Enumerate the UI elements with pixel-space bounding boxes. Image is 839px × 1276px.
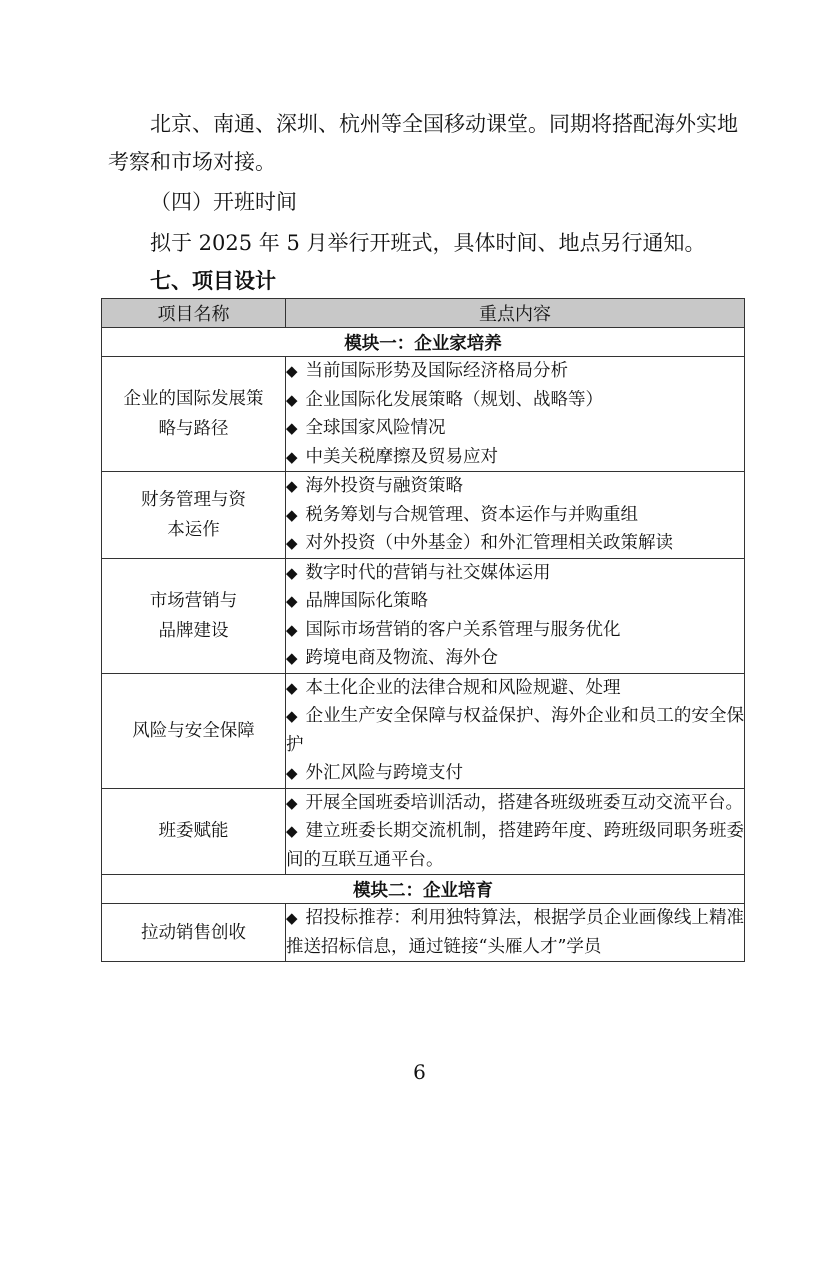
bullet-text: 全球国家风险情况 bbox=[305, 418, 446, 438]
bullet-item bbox=[286, 702, 744, 759]
row-content-cell bbox=[286, 558, 745, 673]
module-title: 模块二：企业培育 bbox=[102, 875, 745, 904]
bullet-text: 当前国际形势及国际经济格局分析 bbox=[305, 361, 569, 381]
diamond-bullet-icon: ◆ bbox=[286, 390, 298, 409]
diamond-bullet-icon: ◆ bbox=[286, 563, 298, 582]
row-name-cell bbox=[102, 558, 286, 673]
diamond-bullet-icon: ◆ bbox=[286, 764, 298, 782]
table-row bbox=[102, 357, 745, 472]
row-content-cell bbox=[286, 673, 745, 788]
bullet-text: 税务筹划与合规管理、资本运作与并购重组 bbox=[305, 504, 639, 525]
bullet-text: 招投标推荐：利用独特算法，根据学员企业画像线上精准推送招标信息，通过链接“头雁人才”学员 bbox=[286, 908, 744, 957]
row-name: 风险与安全保障 bbox=[132, 720, 255, 741]
bullet-item bbox=[286, 759, 744, 788]
row-name-cell bbox=[102, 673, 286, 788]
bullet-item bbox=[286, 817, 744, 874]
diamond-bullet-icon: ◆ bbox=[286, 909, 298, 927]
bullet-text: 国际市场营销的客户关系管理与服务优化 bbox=[305, 619, 621, 640]
table-row bbox=[102, 472, 745, 559]
row-content-cell bbox=[286, 904, 745, 962]
diamond-bullet-icon: ◆ bbox=[286, 793, 298, 812]
diamond-bullet-icon: ◆ bbox=[286, 707, 298, 725]
bullet-item bbox=[286, 443, 744, 472]
bullet-text: 开展全国班委培训活动，搭建各班级班委互动交流平台。 bbox=[305, 792, 744, 813]
bullet-item bbox=[286, 559, 744, 588]
header-key-content: 重点内容 bbox=[286, 299, 745, 328]
bullet-text: 数字时代的营销与社交媒体运用 bbox=[305, 562, 551, 583]
bullet-text: 外汇风险与跨境支付 bbox=[305, 763, 464, 783]
module-row bbox=[102, 875, 745, 904]
bullet-text: 本土化企业的法律合规和风险规避、处理 bbox=[305, 677, 621, 698]
bullet-item bbox=[286, 644, 744, 673]
row-name: 市场营销与品牌建设 bbox=[149, 590, 238, 641]
row-content-cell bbox=[286, 788, 745, 875]
bullet-item bbox=[286, 587, 744, 616]
module-row bbox=[102, 328, 745, 357]
bullet-item bbox=[286, 789, 744, 818]
diamond-bullet-icon: ◆ bbox=[286, 620, 298, 639]
bullet-item bbox=[286, 386, 744, 415]
row-name-cell bbox=[102, 357, 286, 472]
row-name: 班委赋能 bbox=[158, 821, 229, 842]
bullet-text: 企业国际化发展策略（规划、战略等） bbox=[305, 389, 604, 410]
diamond-bullet-icon: ◆ bbox=[286, 649, 298, 667]
bullet-item bbox=[286, 904, 744, 961]
bullet-text: 跨境电商及物流、海外仓 bbox=[305, 648, 499, 668]
diamond-bullet-icon: ◆ bbox=[286, 822, 298, 840]
bullet-text: 海外投资与融资策略 bbox=[305, 476, 464, 496]
table-row bbox=[102, 673, 745, 788]
table-header-row bbox=[102, 299, 745, 328]
row-name-cell bbox=[102, 472, 286, 559]
bullet-item bbox=[286, 616, 744, 645]
sub-heading-start-time: （四）开班时间 bbox=[150, 190, 297, 214]
header-project-name: 项目名称 bbox=[102, 299, 286, 328]
bullet-item bbox=[286, 472, 744, 501]
paragraph-opening-date: 拟于 2025 年 5 月举行开班式，具体时间、地点另行通知。 bbox=[150, 231, 706, 255]
bullet-text: 品牌国际化策略 bbox=[305, 591, 429, 611]
row-name: 拉动销售创收 bbox=[141, 922, 246, 943]
module-title: 模块一：企业家培养 bbox=[102, 328, 745, 357]
bullet-text: 中美关税摩擦及贸易应对 bbox=[305, 446, 499, 467]
row-content-cell bbox=[286, 472, 745, 559]
row-content-cell bbox=[286, 357, 745, 472]
bullet-item bbox=[286, 414, 744, 443]
bullet-item bbox=[286, 529, 744, 558]
bullet-item bbox=[286, 501, 744, 530]
table-row bbox=[102, 904, 745, 962]
table-row bbox=[102, 558, 745, 673]
row-name: 财务管理与资本运作 bbox=[141, 489, 246, 540]
diamond-bullet-icon: ◆ bbox=[286, 477, 298, 495]
diamond-bullet-icon: ◆ bbox=[286, 505, 298, 524]
row-name: 企业的国际发展策略与路径 bbox=[123, 389, 264, 439]
bullet-text: 企业生产安全保障与权益保护、海外企业和员工的安全保护 bbox=[286, 706, 744, 755]
page-number: 6 bbox=[413, 1060, 426, 1084]
diamond-bullet-icon: ◆ bbox=[286, 592, 298, 610]
diamond-bullet-icon: ◆ bbox=[286, 362, 298, 380]
bullet-item bbox=[286, 674, 744, 703]
bullet-item bbox=[286, 357, 744, 386]
table-row bbox=[102, 788, 745, 875]
bullet-text: 建立班委长期交流机制，搭建跨年度、跨班级同职务班委间的互联互通平台。 bbox=[286, 821, 744, 870]
diamond-bullet-icon: ◆ bbox=[286, 678, 298, 697]
paragraph-locations: 北京、南通、深圳、杭州等全国移动课堂。同期将搭配海外实地考察和市场对接。 bbox=[108, 112, 738, 174]
diamond-bullet-icon: ◆ bbox=[286, 419, 298, 437]
bullet-text: 对外投资（中外基金）和外汇管理相关政策解读 bbox=[305, 533, 674, 553]
row-name-cell bbox=[102, 788, 286, 875]
row-name-cell bbox=[102, 904, 286, 962]
project-design-table bbox=[101, 298, 745, 962]
diamond-bullet-icon: ◆ bbox=[286, 534, 298, 552]
section-heading-project-design: 七、项目设计 bbox=[150, 269, 276, 293]
diamond-bullet-icon: ◆ bbox=[286, 447, 298, 466]
